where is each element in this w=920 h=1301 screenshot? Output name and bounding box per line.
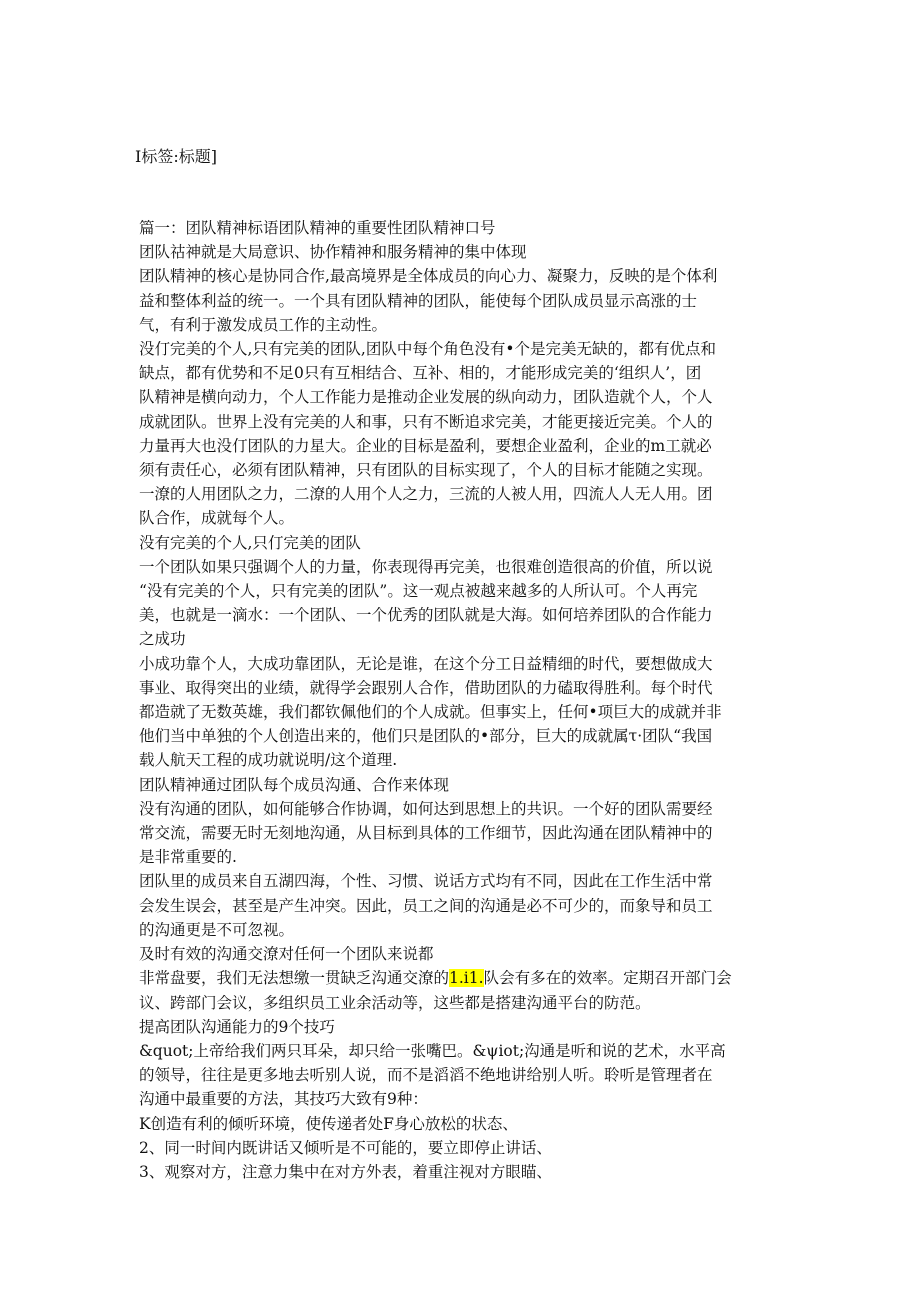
text-line: 的领导，往往是更多地去听别人说，而不是滔滔不绝地讲给别人听。聆听是管理者在 <box>139 1066 713 1085</box>
text-line: 议、跨部门会议，多组织员工业余活动等，这些都是搭建沟通平台的防范。 <box>139 993 651 1012</box>
text-line: 团队精神通过团队每个成员沟通、合作来体现 <box>139 775 450 794</box>
text-line <box>139 966 779 990</box>
document-body <box>139 216 779 1184</box>
heading-line: 篇一：团队精神标语团队精神的重要性团队精神口号 <box>139 219 496 237</box>
text-line: 是非常重要的. <box>139 848 237 867</box>
text-line: K创造有利的倾听环境，使传递者处F身心放松的状态、 <box>139 1114 518 1133</box>
text-line: 2、同一时间内既讲话又倾听是不可能的，要立即停止讲话、 <box>139 1138 552 1157</box>
text-line: 益和整体利益的统一。一个具有团队精神的团队，能使每个团队成员显示高涨的士 <box>139 291 698 310</box>
text-line: 他们当中单独的个人创造出来的，他们只是团队的•部分，巨大的成就属τ·团队“我国 <box>139 727 713 746</box>
text-line: 都造就了无数英雄，我们都钦佩他们的个人成就。但事实上，任何•项巨大的成就并非 <box>139 703 722 722</box>
text-line: 没有沟通的团队，如何能够合作协调，如何达到思想上的共识。一个好的团队需要经 <box>139 799 713 818</box>
text-line: 没仃完美的个人,只有完美的团队,团队中每个角色没有•个是完美无缺的，都有优点和 <box>139 340 716 359</box>
tag-line: I标签:标题] <box>135 147 217 166</box>
text-line: 团队里的成员来自五湖四海，个性、习惯、说话方式均有不同，因此在工作生活中常 <box>139 872 713 891</box>
text-line: 团队祜神就是大局意识、协作精神和服务精神的集中体现 <box>139 243 527 262</box>
text-line: 没有完美的个人,只仃完美的团队 <box>139 533 361 552</box>
text-line: 3、观察对方，注意力集中在对方外表，着重注视对方眼瞄、 <box>139 1162 552 1181</box>
text-line: 缺点，都有优势和不足0只有互相结合、互补、相的，才能形成完美的‘组织人’，团 <box>139 364 702 383</box>
text-line: 队精神是横向动力，个人工作能力是推动企业发展的纵向动力，团队造就个人，个人 <box>139 388 713 407</box>
text-line: 载人航天工程的成功就说明/这个道理. <box>139 751 398 770</box>
text-line: 沟通中最重要的方法，其技巧大致有9种： <box>139 1090 428 1109</box>
text-line: 事业、取得突出的业绩，就得学会跟别人合作，借助团队的力磕取得胜利。每个时代 <box>139 678 713 697</box>
text-line: 之成功 <box>139 630 186 649</box>
text-line: 团队精神的核心是协同合作,最高境界是全体成员的向心力、凝聚力，反映的是个体利 <box>139 267 718 286</box>
text-line: 力量再大也没仃团队的力星大。企业的目标是盈利，要想企业盈利，企业的m工就必 <box>139 436 712 455</box>
text-line: 须有责任心，必须有团队精神，只有团队的目标实现了，个人的目标才能随之实现。 <box>139 461 713 480</box>
text-line: “没有完美的个人，只有完美的团队”。这一观点被越来越多的人所认可。个人再完 <box>139 582 698 601</box>
text-segment: 队会有多在的效率。定期召开部门会 <box>483 969 732 988</box>
text-line: 一潦的人用团队之力，二潦的人用个人之力，三流的人被人用，四流人人无人用。团 <box>139 485 713 504</box>
text-line: 的沟通更是不可忽视。 <box>139 920 295 939</box>
text-line: &quot;上帝给我们两只耳朵，却只给一张嘴巴。&ψiot;沟通是听和说的艺术，水平高 <box>139 1041 726 1060</box>
text-line: 小成功靠个人，大成功靠团队，无论是谁，在这个分工日益精细的时代，要想做成大 <box>139 654 713 673</box>
text-line: 美，也就是一滴水：一个团队、一个优秀的团队就是大海。如何培养团队的合作能力 <box>139 606 713 625</box>
text-line: 及时有效的沟通交潦对任何一个团队来说都 <box>139 945 434 964</box>
text-line: 常交流，需要无时无刻地沟通，从目标到具体的工作细节，因此沟通在团队精神中的 <box>139 824 713 843</box>
text-segment: 非常盘要，我们无法想缴一贯缺乏沟通交潦的 <box>139 969 450 988</box>
text-line: 气，有利于激发成员工作的主动性。 <box>139 315 388 334</box>
text-line: 提高团队沟通能力的9个技巧 <box>139 1017 335 1036</box>
text-line: 队合作，成就每个人。 <box>139 509 295 528</box>
text-line: 一个团队如果只强调个人的力量，你表现得再完美，也很难创造很高的价值，所以说 <box>139 557 713 576</box>
text-line: 成就团队。世界上没有完美的人和事，只有不断追求完美，才能更接近完美。个人的 <box>139 412 713 431</box>
text-line: 会发生误会，甚至是产生冲突。因此，员工之间的沟通是必不可少的，而象导和员工 <box>139 896 713 915</box>
highlighted-text: 1.i1. <box>449 969 484 988</box>
